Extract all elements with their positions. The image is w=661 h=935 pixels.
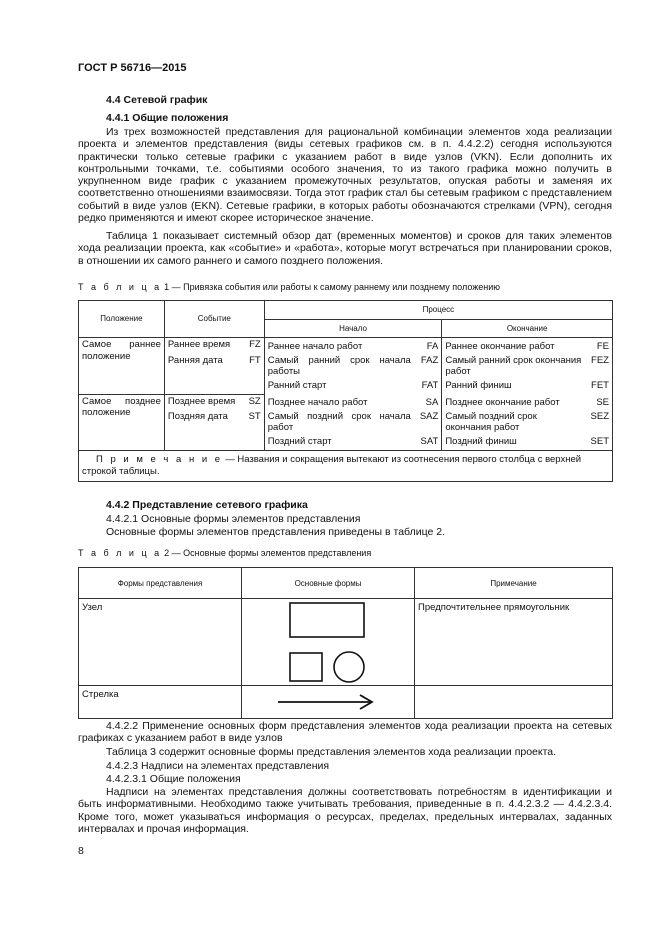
table1-cell-start-code: SA — [414, 394, 442, 410]
table1-cell-start-label: Поздний старт — [264, 435, 414, 451]
table1-cell-start-code: SAZ — [414, 410, 442, 435]
table1-cell-position: Самое раннее положение — [79, 338, 165, 395]
table1-cell-position: Самое позднее положение — [79, 394, 165, 451]
table2-cell-node-label: Узел — [79, 599, 242, 686]
table1-cell-start-label: Самый поздний срок начала работ — [264, 410, 414, 435]
table1-cell-end-label: Поздний финиш — [442, 435, 589, 451]
table1-row-late — [79, 394, 613, 410]
node-circle-shape — [334, 652, 364, 682]
table2-row-arrow — [79, 686, 613, 719]
table1-note-prefix: П р и м е ч а н и е — [96, 454, 223, 465]
page-number: 8 — [78, 845, 84, 857]
table1-cell-start-code: FA — [414, 338, 442, 354]
table1-row-early — [79, 338, 613, 354]
table1-cell-start-label: Ранний старт — [264, 379, 414, 395]
table1-cell-start-label: Раннее начало работ — [264, 338, 414, 354]
subsection-title-4-4-2: 4.4.2 Представление сетевого графика — [106, 499, 308, 511]
node-shapes-figure — [242, 599, 414, 685]
table1-cell-end-code: FET — [588, 379, 612, 395]
table1-cell-start-label: Самый ранний срок начала работы — [264, 354, 414, 379]
table2-caption-prefix: Т а б л и ц а — [78, 548, 162, 558]
table2-header-shapes: Основные формы — [242, 568, 415, 599]
table1-header-position: Положение — [79, 301, 165, 338]
table1-note-text: — Названия и сокращения вытекают из соотнесения первого столбца с верхней строкой таблицы. — [82, 454, 582, 477]
table1-cell-end-label: Раннее окончание работ — [442, 338, 589, 354]
arrow-shape-figure — [242, 686, 414, 718]
table1-cell-end-label: Самый ранний срок окончания работ — [442, 354, 589, 379]
line-table3-ref: Таблица 3 содержит основные формы представления элементов хода реализации проекта. — [106, 746, 557, 758]
table2-caption — [78, 548, 371, 558]
table1-cell-event-labels: Раннее время Ранняя дата — [164, 338, 242, 395]
table1-cell-event-codes: FZ FT — [242, 338, 264, 395]
table1-cell-end-label: Самый поздний срок окончания работ — [442, 410, 589, 435]
table1-cell-start-label: Позднее начало работ — [264, 394, 414, 410]
table1-cell-start-code: FAZ — [414, 354, 442, 379]
paragraph-intro: Из трех возможностей представления для рациональной комбинации элементов хода реализации проекта и элементов представления (виды сетевых графиков см. в п. 4.4.2.2) сегодня используются практически только сетевые графики с указанием работ в виде узлов (VKN). Если дополнить их контрольными точками, т.е. событиями особого значения, то из такого графика можно получить в укрупненном виде график с указанием промежуточных результатов, опуская работы и заменяя их соответственно отношениями взаимосвязи. Тогда этот график стал бы сетевым графиком с представлением событий в виде узлов (EKN). Сетевые графики, в которых работы обозначаются стрелками (VPN), сегодня редко применяются и имеют скорее историческое значение. — [78, 126, 612, 225]
table1-cell-end-label: Ранний финиш — [442, 379, 589, 395]
document-header: ГОСТ Р 56716—2015 — [78, 62, 187, 74]
table1-cell-end-code: SEZ — [588, 410, 612, 435]
table1-header-process: Процесс — [264, 301, 612, 320]
line-table2-ref: Основные формы элементов представления приведены в таблице 2. — [106, 526, 445, 538]
subsection-title-4-4-1: 4.4.1 Общие положения — [106, 112, 229, 124]
table2-row-node — [79, 599, 613, 686]
table1-cell-start-code: SAT — [414, 435, 442, 451]
table1-cell-event-labels: Позднее время Поздняя дата — [164, 394, 242, 451]
line-4-4-2-3-1: 4.4.2.3.1 Общие положения — [106, 773, 241, 785]
table2-cell-arrow-note — [415, 686, 613, 719]
table1-note — [79, 451, 613, 482]
table1-caption — [78, 282, 500, 292]
table1-header-start: Начало — [264, 319, 442, 338]
table1-caption-text: 1 — Привязка события или работы к самому раннему или позднему положению — [164, 282, 500, 292]
paragraph-4-4-2-2: 4.4.2.2 Применение основных форм представления элементов хода реализации проекта на сетевых графиках с указанием работ в виде узлов — [78, 720, 612, 745]
table1-cell-start-code: FAT — [414, 379, 442, 395]
table1-header-end: Окончание — [442, 319, 613, 338]
table2-cell-arrow-label: Стрелка — [79, 686, 242, 719]
table2-header-form: Формы представления — [79, 568, 242, 599]
table1 — [78, 300, 613, 482]
table1-cell-end-code: SE — [588, 394, 612, 410]
table1-cell-end-code: SET — [588, 435, 612, 451]
paragraph-table1-ref: Таблица 1 показывает системный обзор дат (временных моментов) и сроков для таких элементов хода реализации проекта, как «событие» и «работа», которые могут встречаться при планировании сроков, в отношении их самого раннего и самого позднего положения. — [78, 230, 612, 267]
table2-cell-node-shapes — [242, 599, 415, 686]
table1-cell-end-label: Позднее окончание работ — [442, 394, 589, 410]
section-title-4-4: 4.4 Сетевой график — [106, 94, 208, 106]
table1-cell-end-code: FEZ — [588, 354, 612, 379]
table1-header-event: Событие — [164, 301, 264, 338]
table2-cell-arrow-shape — [242, 686, 415, 719]
table2 — [78, 567, 613, 719]
table1-caption-prefix: Т а б л и ц а — [78, 282, 162, 292]
table1-cell-event-codes: SZ ST — [242, 394, 264, 451]
paragraph-labels: Надписи на элементах представления должны соответствовать потребностям в идентификации и быть информативными. Необходимо также учитывать требования, приведенные в п. 4.4.2.3.2 — 4.4.2.3.4. Кроме того, может указываться информация о ресурсах, пределах, предельных интервалах, заданных интервалах и прочая информация. — [78, 786, 612, 835]
line-4-4-2-3: 4.4.2.3 Надписи на элементах представления — [106, 760, 330, 772]
node-rectangle-shape — [290, 603, 364, 637]
table1-cell-end-code: FE — [588, 338, 612, 354]
table2-cell-node-note: Предпочтительнее прямоугольник — [415, 599, 613, 686]
table2-header-note: Примечание — [415, 568, 613, 599]
node-square-shape — [290, 653, 322, 681]
table2-caption-text: 2 — Основные формы элементов представления — [164, 548, 372, 558]
line-4-4-2-1: 4.4.2.1 Основные формы элементов представления — [106, 513, 361, 525]
